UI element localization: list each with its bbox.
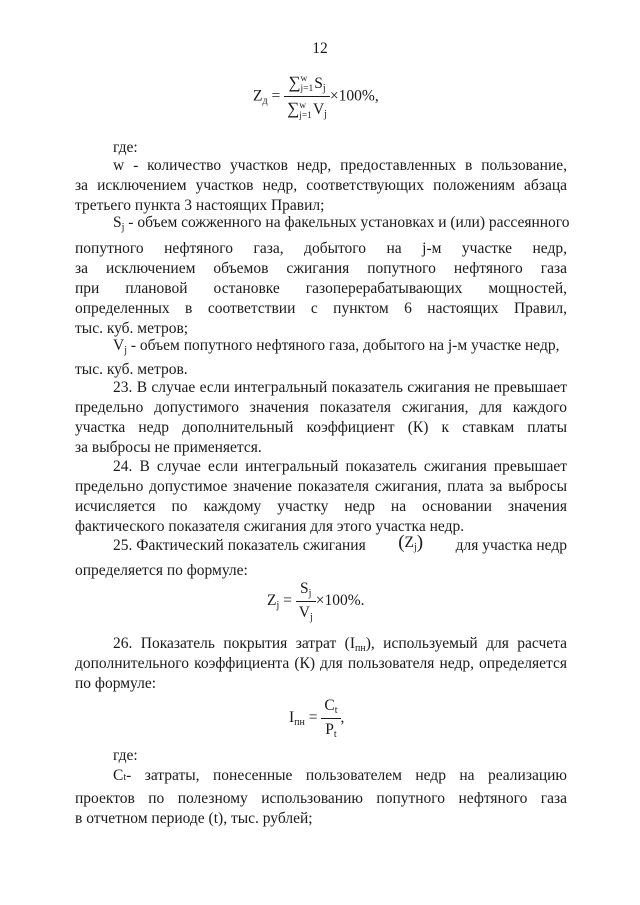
sum-symbol: ∑ [287,99,300,119]
formula-zd-lhs-sub: д [262,95,268,107]
def-w-line3: третьего пункта 3 настоящих Правил; [75,197,325,214]
p23-line1: 23. В случае если интегральный показатель сжигания не превышает [113,379,567,396]
denominator-sub: j [324,109,327,121]
def-s-line4: при плановой остановке газоперерабатывающих мощностей, [75,280,567,297]
def-s-text: - объем сожженного на факельных установках и (или) рассеянного [124,214,570,231]
p23-line4: за выбросы не применяется. [75,439,262,456]
def-s-line1 [113,213,570,238]
def-s-var: S [113,214,122,231]
where-label-1: где: [113,139,138,156]
p25-symbol: $(Z_j)$ [398,532,424,553]
def-c-sub: t [123,772,127,783]
def-w-line2: за исключением участков недр, соответствующих положениям абзаца [75,177,567,194]
def-v-var: V [113,337,125,354]
formula-zd-denominator [284,97,330,120]
def-v-line2: тыс. куб. метров. [75,361,188,378]
def-s-line6: тыс. куб. метров; [75,320,189,337]
formula-zd-lhs: Z [253,87,263,105]
def-w-line1: w - количество участков недр, предоставленных в пользование, [113,157,567,174]
p24-line1: 24. В случае если интегральный показатель сжигания превышает [113,458,567,475]
p24-line2: предельно допустимое значение показателя сжигания, плата за выбросы [75,478,567,495]
sum-upper-limit: w [300,74,308,85]
p25-text-post: для участка недр [455,536,567,554]
where-label-2: где: [113,747,138,764]
p24-line3: исчисляется по каждому участку недр на основании значения [75,498,567,515]
formula-zd-fraction [284,73,330,121]
def-c-line3: в отчетном периоде (t), тыс. рублей; [75,810,313,827]
formula-ipn: $I_{пн}$ = $\frac{C_t}{P_t}$ , [289,697,345,740]
numerator-var: S [314,75,323,92]
formula-zj-fraction: $\frac{S_j}{V_j}$ [296,580,316,623]
p26-line2: дополнительного коэффициента (К) для пользователя недр, определяется [75,655,567,672]
def-v-sub: j [124,345,127,356]
p26-line1: 26. Показатель покрытия затрат $(I_{пн})$, используемый для расчета [113,635,567,654]
formula-zj: $Z_j$ = $\frac{S_j}{V_j}$ ×100%. [267,580,365,623]
def-c-line2: проектов по полезному использованию попутного нефтяного газа [75,790,567,807]
def-v-text: - объем попутного нефтяного газа, добытого на j-м участке недр, [126,337,560,354]
def-c-var: C [113,767,124,784]
def-s-line2: попутного нефтяного газа, добытого на j-м участке недр, [75,240,567,257]
p24-line4: фактического показателя сжигания для этого участка недр. [75,518,465,535]
p26-line3: по формуле: [75,675,157,692]
p25-line2: определяется по формуле: [75,562,248,579]
def-s-line5: определенных в соответствии с пунктом 6 настоящих Правил, [75,300,567,317]
formula-zd-equals: = [271,87,281,105]
p25-line1 [113,533,567,558]
def-s-line3: за исключением объемов сжигания попутного нефтяного газа [75,260,567,277]
sum-lower-limit: j=1 [300,84,314,95]
numerator-sub: j [322,83,326,94]
sum-upper-limit: w [299,100,307,111]
formula-zd-numerator [284,73,330,97]
def-c-line1 [113,766,567,788]
sum-symbol: ∑ [288,73,301,92]
def-c-text: - затраты, понесенные пользователем недр на реализацию [126,767,567,784]
formula-zd [253,73,379,121]
p23-line3: участка недр дополнительный коэффициент (К) к ставкам платы [75,419,567,436]
formula-zd-tail: ×100%, [329,87,379,105]
denominator-var: V [312,101,325,119]
page-number: 12 [312,40,328,57]
p25-text-pre: 25. Фактический показатель сжигания [113,536,366,554]
formula-ipn-fraction: $\frac{C_t}{P_t}$ [321,697,340,740]
p23-line2: предельно допустимого значения показателя сжигания, для каждого [75,399,567,416]
sum-lower-limit: j=1 [299,110,312,121]
def-v-line1 [113,336,559,361]
def-s-sub: j [121,222,125,233]
